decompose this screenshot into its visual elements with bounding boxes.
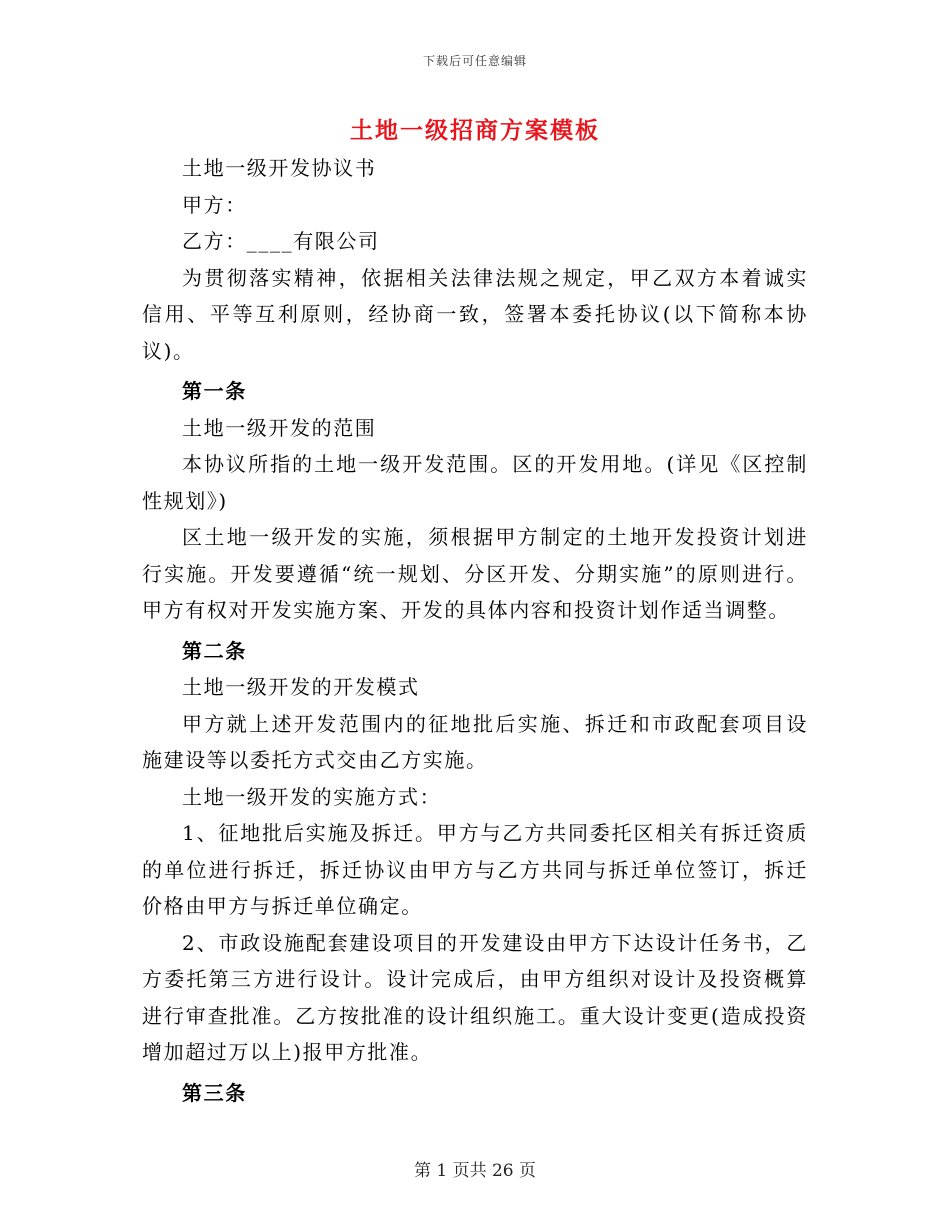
article-2-item-1: 1、征地批后实施及拆迁。甲方与乙方共同委托区相关有拆迁资质的单位进行拆迁，拆迁协议由甲方与乙方共同与拆迁单位签订，拆迁价格由甲方与拆迁单位确定。 [142, 821, 808, 918]
article-2-subtitle: 土地一级开发的开发模式 [182, 675, 420, 699]
document-body [142, 150, 808, 1111]
preamble-paragraph: 为贯彻落实精神，依据相关法律法规之规定，甲乙双方本着诚实信用、平等互利原则，经协商一致，签署本委托协议(以下简称本协议)。 [142, 265, 808, 363]
agreement-heading: 土地一级开发协议书 [182, 156, 377, 180]
document-title: 土地一级招商方案模板 [350, 117, 600, 144]
party-b-line: 乙方：____有限公司 [182, 229, 380, 253]
article-2-item-2: 2、市政设施配套建设项目的开发建设由甲方下达设计任务书，乙方委托第三方进行设计。设计完成后，由甲方组织对设计及投资概算进行审查批准。乙方按批准的设计组织施工。重大设计变更(造成投资增加超过万以上)报甲方批准。 [142, 930, 808, 1064]
article-3-heading: 第三条 [182, 1080, 247, 1105]
party-a-line: 甲方： [182, 192, 247, 217]
article-1-scope-paragraph: 本协议所指的土地一级开发范围。区的开发用地。(详见《区控制性规划》) [142, 452, 808, 513]
article-2-heading: 第二条 [182, 638, 247, 663]
article-2-methods-label: 土地一级开发的实施方式： [182, 784, 442, 809]
article-1-heading: 第一条 [182, 379, 247, 403]
article-2-model-paragraph: 甲方就上述开发范围内的征地批后实施、拆迁和市政配套项目设施建设等以委托方式交由乙方实施。 [142, 711, 808, 772]
page-number-footer: 第 1 页共 26 页 [413, 1161, 537, 1181]
page-header-note: 下载后可任意编辑 [422, 54, 527, 68]
article-1-implementation-paragraph: 区土地一级开发的实施，须根据甲方制定的土地开发投资计划进行实施。开发要遵循“统一规划、分区开发、分期实施”的原则进行。甲方有权对开发实施方案、开发的具体内容和投资计划作适当调整。 [142, 525, 808, 622]
article-1-subtitle: 土地一级开发的范围 [182, 415, 377, 440]
